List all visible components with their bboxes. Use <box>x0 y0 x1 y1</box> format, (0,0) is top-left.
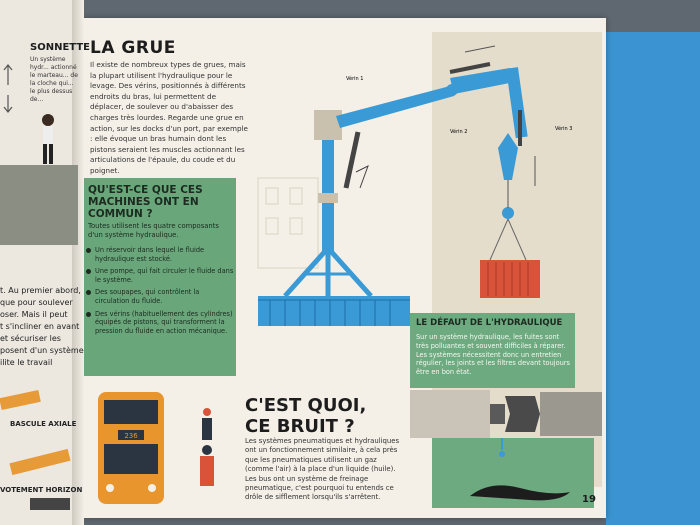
left-page-illustrations <box>0 40 82 510</box>
leaking-cylinder-illustration <box>410 388 605 508</box>
crane-boom <box>336 86 454 128</box>
label-verin-2: Vérin 2 <box>450 129 468 135</box>
arrow-icon <box>465 46 495 52</box>
bruit-title-line: C'EST QUOI, <box>245 395 367 416</box>
bus-illustration <box>92 388 232 506</box>
verin-1 <box>346 132 358 188</box>
text-line: oser. Mais il peut <box>0 310 68 319</box>
wood-log <box>0 390 41 410</box>
text-line: et sécuriser les <box>0 334 61 343</box>
text-line: ilite le travail <box>0 358 53 367</box>
text-line: posent d'un système <box>0 346 84 355</box>
shipping-container <box>480 260 540 298</box>
list-item: Un réservoir dans lequel le fluide hydraulique est stocké. <box>86 246 234 263</box>
grey-block <box>0 165 78 245</box>
bus-number: 236 <box>124 432 138 440</box>
person-figure <box>200 456 214 486</box>
building-sketch <box>258 178 318 268</box>
component-list <box>86 246 234 339</box>
list-item: Des soupapes, qui contrôlent la circulation du fluide. <box>86 288 234 305</box>
label-verin-3: Vérin 3 <box>555 126 573 132</box>
dark-block <box>30 498 70 510</box>
cylinder-body <box>410 390 490 438</box>
cylinder-head <box>505 396 540 432</box>
caption-pivotement: VOTEMENT HORIZON <box>0 486 83 494</box>
caption-bascule: BASCULE AXIALE <box>10 420 77 428</box>
wood-log <box>9 449 70 475</box>
sonnette-heading: SONNETTE <box>30 42 90 53</box>
list-item: Une pompe, qui fait circuler le fluide dans le système. <box>86 267 234 284</box>
label-verin-1: Vérin 1 <box>346 76 364 82</box>
page-number: 19 <box>582 494 596 505</box>
bruit-title <box>245 395 366 437</box>
bruit-title-line: CE BRUIT ? <box>245 416 355 437</box>
crane-illustration <box>250 38 600 333</box>
bruit-body: Les systèmes pneumatiques et hydrauliques ont un fonctionnement similaire, à cela près que les pneumatiques utilisent un gaz (comme l'air) à la place d'un liquide (huile). Les bus ont un système de freinage pneumatique, c'est pourquoi tu entends ce drôle de sifflement lorsqu'ils s'arrêtent. <box>245 437 400 502</box>
person-figure <box>42 114 54 126</box>
list-item: Des vérins (habituellement des cylindres) équipés de pistons, qui transforment la pression du fluide en action mécanique. <box>86 310 234 336</box>
grue-body: Il existe de nombreux types de grues, mais la plupart utilisent l'hydraulique pour le levage. Des vérins, positionnés à différents endroits du bras, lui permettent de déplacer, de soulever ou d'abaisser des charges très lourdes. Regarde une grue en action, sur les docks d'un port, par exemple : elle évoque un bras humain dont les pistons seraient les muscles actionnant les articulations de l'épaule, du coude et du poignet. <box>90 60 248 175</box>
crane-head <box>314 110 342 140</box>
verin-2 <box>450 64 490 72</box>
text-line: que pour soulever <box>0 298 73 307</box>
question-title: QU'EST-CE QUE CES MACHINES ONT EN COMMUN ? <box>88 184 203 220</box>
grue-title: LA GRUE <box>90 38 176 58</box>
defaut-body: Sur un système hydraulique, les fuites sont très polluantes et souvent difficiles à réparer. Les systèmes nécessitent donc un entretien régulier, les joints et les filtres devant toujours être en bon état. <box>416 333 570 377</box>
text-line: t. Au premier abord, <box>0 286 81 295</box>
defaut-title: LE DÉFAUT DE L'HYDRAULIQUE <box>416 318 563 328</box>
text-line: t s'incliner en avant <box>0 322 80 331</box>
question-intro: Toutes utilisent les quatre composants d'un système hydraulique. <box>88 222 219 239</box>
sonnette-body: Un système hydr... actionné le marteau... de la cloche qui... le plus dessus de... <box>30 56 78 103</box>
book-cover <box>606 32 700 525</box>
grabber <box>498 133 518 180</box>
oil-puddle <box>470 485 570 500</box>
traffic-sign <box>202 418 212 440</box>
